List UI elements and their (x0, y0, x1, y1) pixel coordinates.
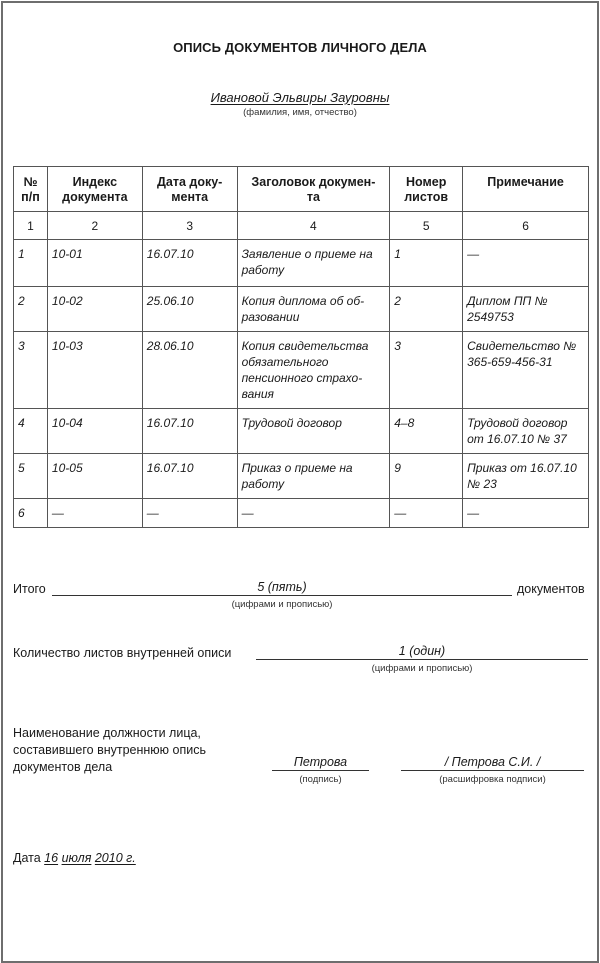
date-label: Дата (13, 851, 41, 865)
cell-note: — (463, 240, 589, 287)
cell-note: Диплом ПП № 2549753 (463, 287, 589, 332)
column-number: 3 (142, 212, 237, 240)
cell-sheets: 4–8 (390, 409, 463, 454)
person-name: Ивановой Эльвиры Зауровны (210, 90, 390, 105)
decoding-value: / Петрова С.И. / (401, 755, 584, 771)
cell-note: Приказ от 16.07.10 № 23 (463, 454, 589, 499)
column-number: 2 (47, 212, 142, 240)
cell-heading: — (237, 499, 390, 528)
totals-caption: (цифрами и прописью) (231, 599, 333, 610)
inner-sheets-value: 1 (один) (256, 644, 588, 660)
position-label-line: документов дела (13, 760, 113, 774)
cell-date: 25.06.10 (142, 287, 237, 332)
date-day: 16 (44, 851, 59, 865)
column-number: 4 (237, 212, 390, 240)
cell-note: Свидетельство № 365-659-456-31 (463, 332, 589, 409)
cell-date: — (142, 499, 237, 528)
cell-note: Трудовой договор от 16.07.10 № 37 (463, 409, 589, 454)
cell-num: 2 (14, 287, 48, 332)
inner-sheets-caption: (цифрами и прописью) (371, 663, 473, 674)
cell-date: 16.07.10 (142, 409, 237, 454)
cell-num: 6 (14, 499, 48, 528)
header-note: Примечание (463, 167, 589, 212)
inner-sheets-label: Количество листов внутренней описи (13, 646, 232, 660)
cell-heading: Копия свидетельства обязательного пенсионного страхо-вания (237, 332, 390, 409)
cell-sheets: 9 (390, 454, 463, 499)
cell-date: 28.06.10 (142, 332, 237, 409)
cell-sheets: 1 (390, 240, 463, 287)
cell-note: — (463, 499, 589, 528)
cell-num: 5 (14, 454, 48, 499)
position-label (13, 725, 206, 776)
inventory-table (13, 166, 589, 528)
totals-label: Итого (13, 582, 46, 596)
signature-caption: (подпись) (299, 774, 342, 785)
column-numbers-row (14, 212, 589, 240)
column-number: 1 (14, 212, 48, 240)
table-row (14, 287, 589, 332)
table-row (14, 332, 589, 409)
totals-value: 5 (пять) (52, 580, 512, 596)
date-month: июля (61, 851, 92, 865)
position-label-line: Наименование должности лица, (13, 726, 201, 740)
cell-heading: Заявление о приеме на работу (237, 240, 390, 287)
cell-sheets: — (390, 499, 463, 528)
person-name-line (0, 90, 600, 105)
cell-index: 10-01 (47, 240, 142, 287)
cell-sheets: 3 (390, 332, 463, 409)
table-row (14, 409, 589, 454)
cell-heading: Копия диплома об об-разовании (237, 287, 390, 332)
cell-num: 1 (14, 240, 48, 287)
cell-index: 10-05 (47, 454, 142, 499)
cell-index: — (47, 499, 142, 528)
person-name-caption: (фамилия, имя, отчество) (243, 107, 357, 118)
cell-date: 16.07.10 (142, 240, 237, 287)
date-year: 2010 г. (94, 851, 136, 865)
cell-index: 10-02 (47, 287, 142, 332)
cell-heading: Приказ о приеме на работу (237, 454, 390, 499)
totals-suffix: документов (517, 582, 585, 596)
header-index: Индекс документа (47, 167, 142, 212)
header-number: № п/п (14, 167, 48, 212)
table-row (14, 454, 589, 499)
column-number: 5 (390, 212, 463, 240)
header-date: Дата доку- мента (142, 167, 237, 212)
cell-index: 10-04 (47, 409, 142, 454)
table-row (14, 499, 589, 528)
cell-date: 16.07.10 (142, 454, 237, 499)
column-number: 6 (463, 212, 589, 240)
cell-num: 3 (14, 332, 48, 409)
signature-value: Петрова (272, 755, 369, 771)
header-sheets: Номер листов (390, 167, 463, 212)
date-line (13, 851, 136, 865)
decoding-caption: (расшифровка подписи) (439, 774, 546, 785)
position-label-line: составившего внутреннюю опись (13, 743, 206, 757)
cell-heading: Трудовой договор (237, 409, 390, 454)
cell-sheets: 2 (390, 287, 463, 332)
document-title: ОПИСЬ ДОКУМЕНТОВ ЛИЧНОГО ДЕЛА (173, 40, 427, 55)
cell-index: 10-03 (47, 332, 142, 409)
table-header-row (14, 167, 589, 212)
cell-num: 4 (14, 409, 48, 454)
header-heading: Заголовок докумен- та (237, 167, 390, 212)
table-row (14, 240, 589, 287)
